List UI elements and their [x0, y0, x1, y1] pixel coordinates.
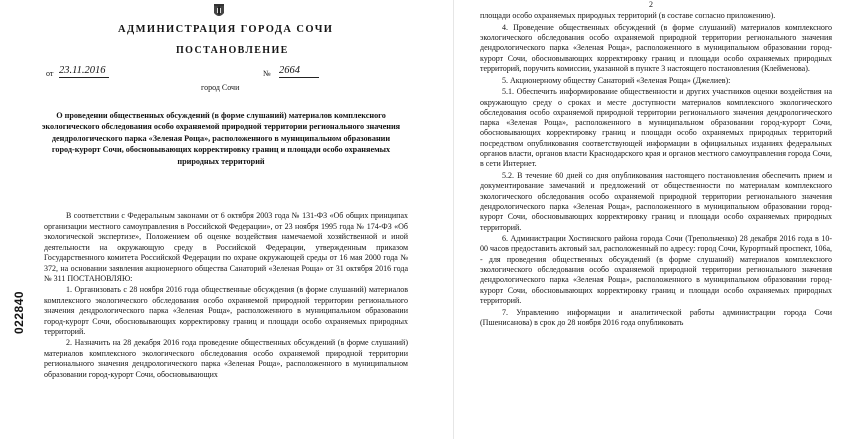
clause-paragraph: 6. Администрации Хостинского района города Сочи (Трепольченко) 28 декабря 2016 года в 10-00 часов предоставить актовый зал, расположенный по адресу: город Сочи, Курортный проспект, 106а, - для проведения общественных обсуждений (в форме слушаний) материалов комплексного экологического обследования особо охраняемой природной территории регионального значения дендрологического парка «Зеленая Роща», расположенного в муниципальном образовании город-курорт Сочи, обосновывающих корректировку границ и площади особо охраняемых природных территорий.	[480, 234, 832, 305]
number-prefix: №	[263, 69, 271, 78]
page-divider	[453, 0, 454, 439]
clause-paragraph: 1. Организовать с 28 ноября 2016 года общественные обсуждения (в форме слушаний) материалов комплексного экологического обследования особо охраняемой природной территории регионального значения дендрологического парка «Зеленая Роща», расположенного в муниципальном образовании город-курорт Сочи, обосновывающих корректировку границ и площади особо охраняемых природных территорий.	[44, 285, 408, 336]
document-date: 23.11.2016	[59, 64, 109, 78]
continuation-paragraph: площади особо охраняемых природных территорий (в составе согласно приложению).	[480, 11, 776, 20]
city-name: город Сочи	[201, 83, 240, 92]
clause-paragraph: 5. Акционерному обществу Санаторий «Зеленая Роща» (Джелиев):	[502, 75, 731, 85]
page-one-body	[44, 211, 408, 381]
clause-paragraph: 7. Управлению информации и аналитической работы администрации города Сочи (Пшенисанова) в срок до 28 ноября 2016 года опубликовать	[480, 307, 832, 327]
serial-number: 022840	[12, 290, 26, 334]
page-two-body	[480, 11, 832, 330]
page-two	[455, 0, 850, 439]
date-prefix: от	[46, 69, 54, 78]
organization-name: АДМИНИСТРАЦИЯ ГОРОДА СОЧИ	[118, 24, 334, 35]
clause-paragraph: 2. Назначить на 28 декабря 2016 года проведение общественных обсуждений (в форме слушаний) материалов комплексного экологического обследования особо охраняемой природной территории регионального значения дендрологического парка «Зеленая Роща», расположенного в муниципальном образовании город-курорт Сочи, обосновывающих	[44, 338, 408, 379]
document-number: 2664	[279, 64, 319, 78]
clause-paragraph: 5.2. В течение 60 дней со дня опубликования настоящего постановления обеспечить прием и документирование замечаний и предложений от общественности по материалам комплексного экологического обследования особо охраняемой природной территории регионального значения дендрологического парка «Зеленая Роща», расположенного в муниципальном образовании город-курорт Сочи, обосновывающих корректировку границ и площади особо охраняемых природных территорий.	[480, 171, 832, 232]
page-number: 2	[649, 0, 653, 9]
coat-of-arms-emblem	[212, 3, 226, 19]
preamble-paragraph: В соответствии с Федеральным законами от 6 октября 2003 года № 131-ФЗ «Об общих принципах организации местного самоуправления в Российской Федерации», от 23 ноября 1995 года № 174-ФЗ «Об экологической экспертизе», Положением об оценке воздействия намечаемой хозяйственной и иной деятельности на окружающую среду в Российской Федерации, утвержденным приказом Государственного комитета Российской Федерации по охране окружающей среды от 16 мая 2000 года № 372, на основании заявления акционерного общества Санаторий «Зеленая Роща» от 31 октября 2016 года № 311 ПОСТАНОВЛЯЮ:	[44, 211, 408, 283]
clause-paragraph: 5.1. Обеспечить информирование общественности и других участников оценки воздействия на окружающую среду о сроках и месте доступности материалов комплексного экологического обследования особо охраняемой природной территории регионального значения дендрологического парка «Зеленая Роща», расположенного в муниципальном образовании город-курорт Сочи, обосновывающих корректировку границ и площади особо охраняемых природных территорий посредством опубликования соответствующей информации в официальных изданиях федеральных органов власти, органов власти Краснодарского края и органов местного самоуправления города Сочи, в сети Интернет.	[480, 87, 832, 169]
clause-paragraph: 4. Проведение общественных обсуждений (в форме слушаний) материалов комплексного экологического обследования особо охраняемой природной территории регионального значения дендрологического парка «Зеленая Роща», расположенного в муниципальном образовании город-курорт Сочи, обосновывающих корректировку границ и площади особо охраняемых природных территорий, поручить комиссии, указанной в пункте 3 настоящего постановления (Клейменова).	[480, 22, 832, 73]
document-type: ПОСТАНОВЛЕНИЕ	[176, 45, 289, 56]
document-title: О проведении общественных обсуждений (в форме слушаний) материалов комплексного экологического обследования особо охраняемой природной территории регионального значения дендрологического парка «Зеленая Роща», расположенного в муниципальном образовании город-курорт Сочи, обосновывающих корректировку границ и площади особо охраняемых природных территорий	[41, 111, 401, 166]
